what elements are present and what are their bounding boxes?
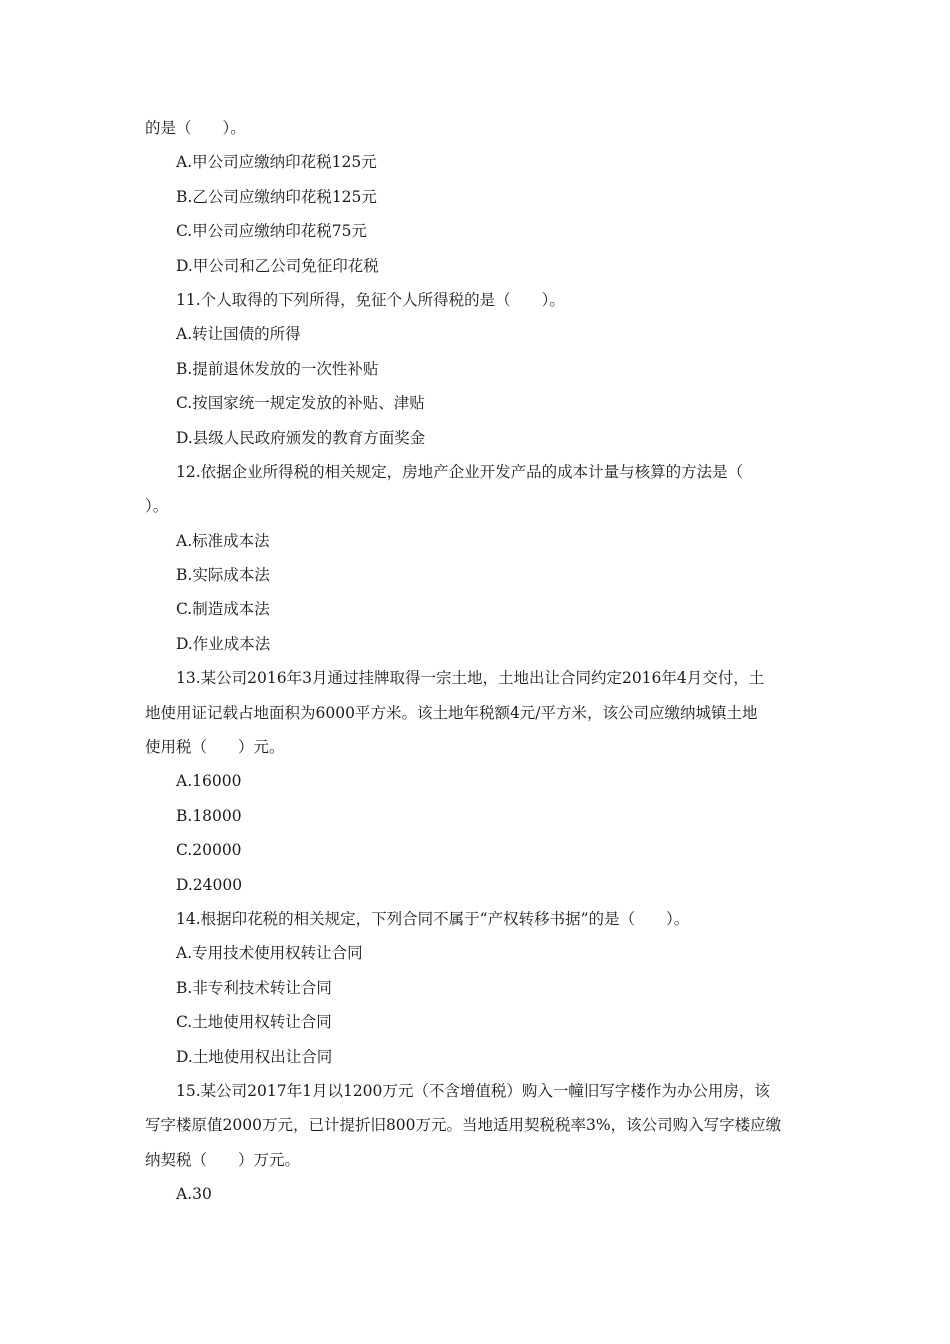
question-13-stem-cont-1: 地使用证记载占地面积为6000平方米。该土地年税额4元/平方米，该公司应缴纳城镇土地	[145, 703, 758, 722]
q13-option-d: D.24000	[176, 875, 243, 894]
question-15-stem: 15.某公司2017年1月以1200万元（不含增值税）购入一幢旧写字楼作为办公用房，该	[176, 1081, 770, 1100]
question-15-stem-cont-1: 写字楼原值2000万元，已计提折旧800万元。当地适用契税税率3%，该公司购入写字楼应缴	[145, 1116, 782, 1135]
q14-option-d: D.土地使用权出让合同	[176, 1047, 333, 1066]
q10-option-a: A.甲公司应缴纳印花税125元	[176, 153, 377, 172]
q10-option-b: B.乙公司应缴纳印花税125元	[176, 187, 377, 206]
q11-option-c: C.按国家统一规定发放的补贴、津贴	[176, 394, 425, 413]
question-12-stem: 12.依据企业所得税的相关规定，房地产企业开发产品的成本计量与核算的方法是（	[176, 462, 744, 481]
q11-option-d: D.县级人民政府颁发的教育方面奖金	[176, 428, 426, 447]
document-body	[145, 111, 810, 1212]
question-11-stem: 11.个人取得的下列所得，免征个人所得税的是（ ）。	[176, 290, 565, 309]
question-15-stem-cont-2: 纳契税（ ）万元。	[145, 1150, 301, 1169]
q14-option-b: B.非专利技术转让合同	[176, 978, 332, 997]
question-13-stem-cont-2: 使用税（ ）元。	[145, 738, 285, 757]
q11-option-a: A.转让国债的所得	[176, 325, 301, 344]
q13-option-a: A.16000	[176, 772, 242, 791]
question-13-stem: 13.某公司2016年3月通过挂牌取得一宗土地，土地出让合同约定2016年4月交付，土	[176, 669, 765, 688]
q11-option-b: B.提前退休发放的一次性补贴	[176, 359, 379, 378]
q10-option-c: C.甲公司应缴纳印花税75元	[176, 222, 367, 241]
q12-option-a: A.标准成本法	[176, 531, 270, 550]
q14-option-c: C.土地使用权转让合同	[176, 1013, 332, 1032]
q14-option-a: A.专用技术使用权转让合同	[176, 944, 363, 963]
q13-option-c: C.20000	[176, 841, 242, 860]
question-12-stem-cont: ）。	[145, 497, 169, 516]
question-14-stem: 14.根据印花税的相关规定，下列合同不属于“产权转移书据”的是（ ）。	[176, 909, 690, 928]
q13-option-b: B.18000	[176, 806, 242, 825]
q12-option-d: D.作业成本法	[176, 634, 271, 653]
q12-option-b: B.实际成本法	[176, 566, 270, 585]
question-10-stem-end: 的是（ ）。	[145, 119, 246, 137]
q10-option-d: D.甲公司和乙公司免征印花税	[176, 256, 379, 275]
q15-option-a: A.30	[176, 1185, 212, 1204]
q12-option-c: C.制造成本法	[176, 600, 270, 619]
